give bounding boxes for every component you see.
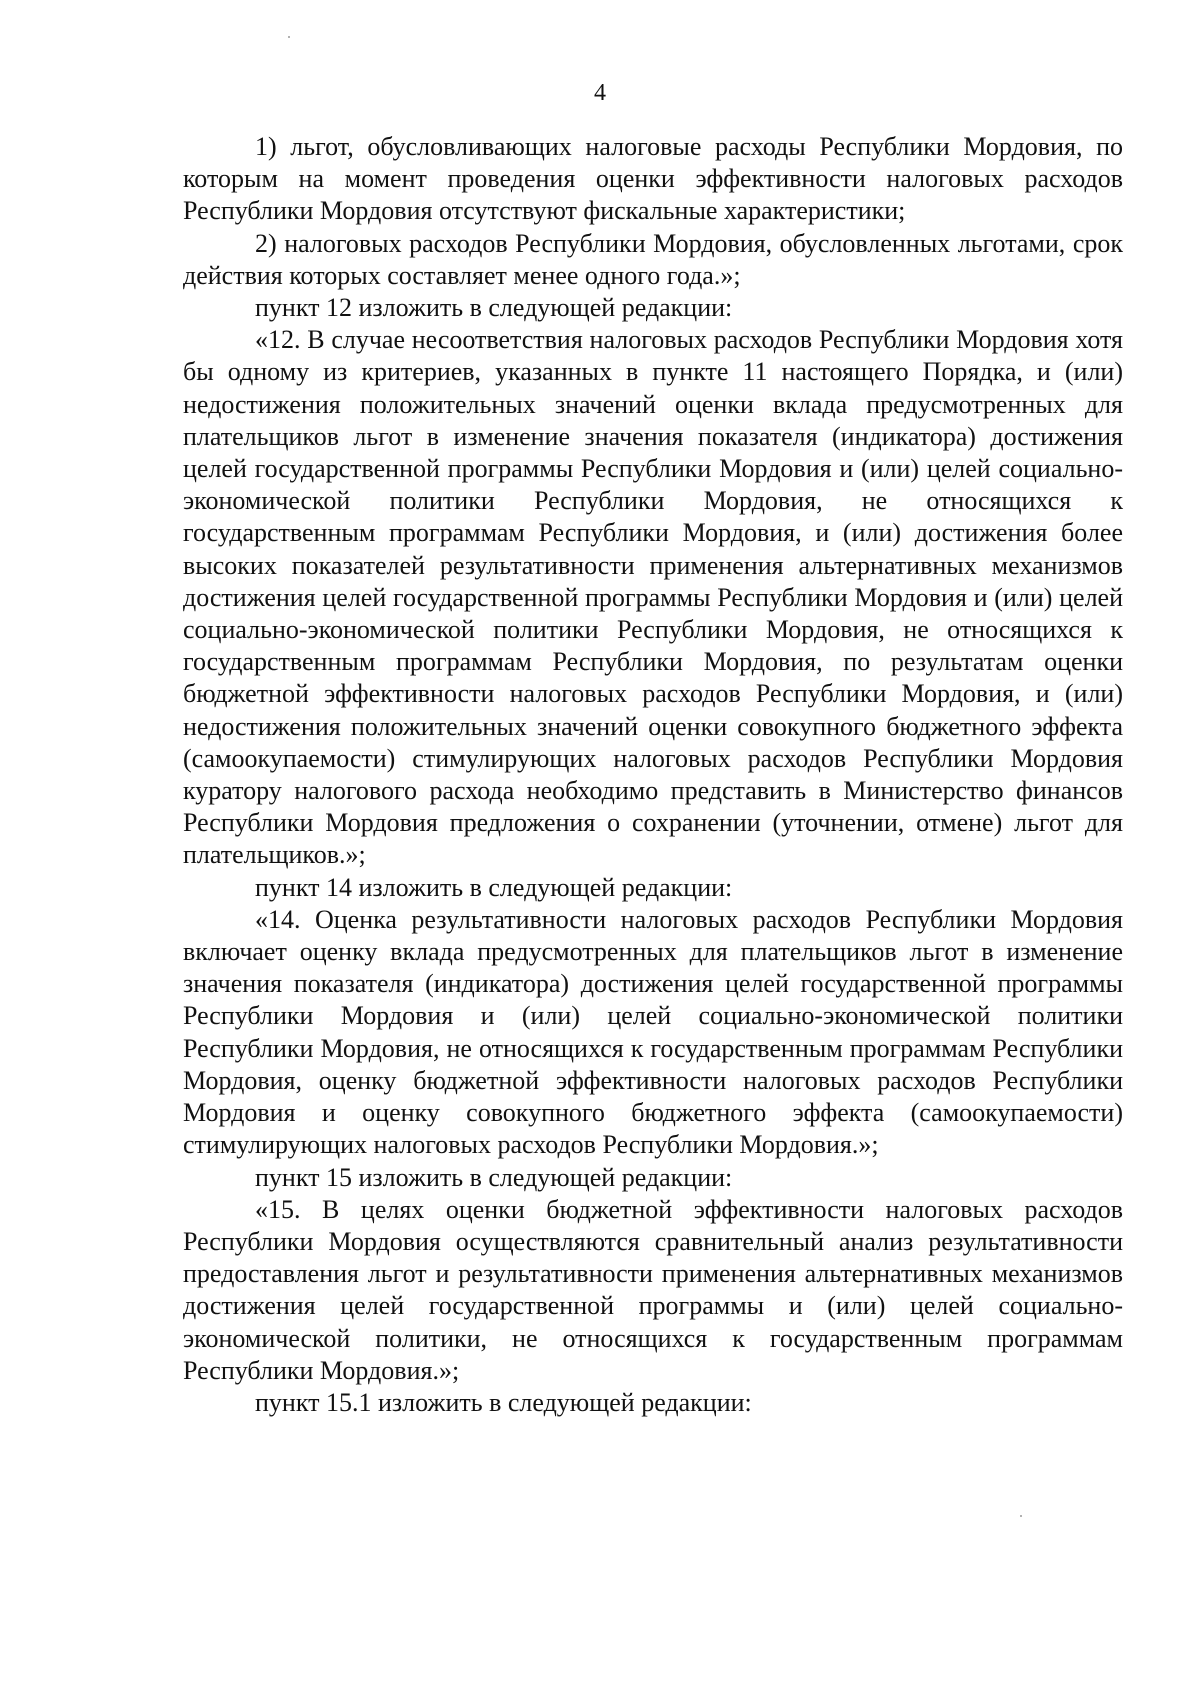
- paragraph-point-15: «15. В целях оценки бюджетной эффективности налоговых расходов Республики Мордовия осуществляются сравнительный анализ результативности предоставления льгот и результативности применения альтернативных механизмов достижения целей государственной программы и (или) целей социально-экономической политики, не относящихся к государственным программам Республики Мордовия.»;: [183, 1194, 1123, 1385]
- paragraph-point-14: «14. Оценка результативности налоговых расходов Республики Мордовия включает оценку вклада предусмотренных для плательщиков льгот в изменение значения показателя (индикатора) достижения целей государственной программы Республики Мордовия и (или) целей социально-экономической политики Республики Мордовия, не относящихся к государственным программам Республики Мордовия, оценку бюджетной эффективности налоговых расходов Республики Мордовия и оценку совокупного бюджетного эффекта (самоокупаемости) стимулирующих налоговых расходов Республики Мордовия.»;: [183, 904, 1123, 1160]
- scan-speck: [288, 36, 290, 38]
- paragraph-amend-point-15: пункт 15 изложить в следующей редакции:: [255, 1162, 733, 1192]
- paragraph-item-1: 1) льгот, обусловливающих налоговые расходы Республики Мордовия, по которым на момент проведения оценки эффективности налоговых расходов Республики Мордовия отсутствуют фискальные характеристики;: [183, 132, 1123, 226]
- page-number: 4: [594, 80, 606, 106]
- paragraph-amend-point-15-1: пункт 15.1 изложить в следующей редакции:: [255, 1387, 752, 1417]
- document-body: [183, 131, 1123, 1419]
- scan-speck: [1020, 1515, 1022, 1517]
- paragraph-point-12: «12. В случае несоответствия налоговых расходов Республики Мордовия хотя бы одному из критериев, указанных в пункте 11 настоящего Порядка, и (или) недостижения положительных значений оценки вклада предусмотренных для плательщиков льгот в изменение значения показателя (индикатора) достижения целей государственной программы Республики Мордовия и (или) целей социально-экономической политики Республики Мордовия, не относящихся к государственным программам Республики Мордовия, и (или) достижения более высоких показателей результативности применения альтернативных механизмов достижения целей государственной программы Республики Мордовия и (или) целей социально-экономической политики Республики Мордовия, не относящихся к государственным программам Республики Мордовия, по результатам оценки бюджетной эффективности налоговых расходов Республики Мордовия, и (или) недостижения положительных значений оценки совокупного бюджетного эффекта (самоокупаемости) стимулирующих налоговых расходов Республики Мордовия куратору налогового расхода необходимо представить в Министерство финансов Республики Мордовия предложения о сохранении (уточнении, отмене) льгот для плательщиков.»;: [183, 325, 1123, 870]
- paragraph-item-2: 2) налоговых расходов Республики Мордовия, обусловленных льготами, срок действия которых составляет менее одного года.»;: [183, 228, 1123, 290]
- paragraph-amend-point-14: пункт 14 изложить в следующей редакции:: [255, 872, 733, 902]
- paragraph-amend-point-12: пункт 12 изложить в следующей редакции:: [255, 293, 733, 323]
